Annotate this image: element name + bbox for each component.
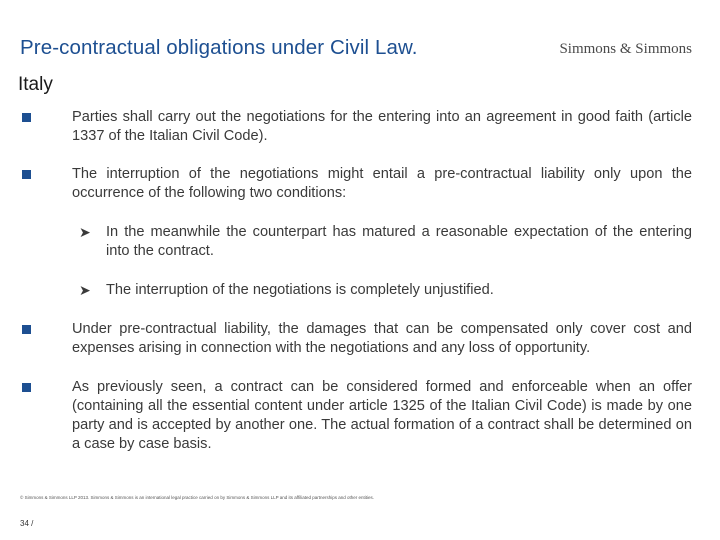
bullet-item bbox=[72, 108, 692, 146]
square-bullet-icon bbox=[22, 170, 31, 179]
square-bullet-icon bbox=[22, 325, 31, 334]
bullet-text: The interruption of the negotiations might entail a pre-contractual liability only upon the occurrence of the following two conditions: bbox=[72, 166, 692, 201]
bullet-item bbox=[72, 378, 692, 454]
sub-bullet-item bbox=[79, 223, 692, 261]
sub-bullet-text: In the meanwhile the counterpart has matured a reasonable expectation of the entering into the contract. bbox=[106, 224, 692, 259]
firm-logo: Simmons & Simmons bbox=[559, 41, 692, 57]
slide-subtitle: Italy bbox=[18, 74, 53, 95]
bullet-item bbox=[72, 320, 692, 358]
slide-body bbox=[0, 108, 720, 454]
bullet-text: As previously seen, a contract can be considered formed and enforceable when an offer (containing all the essential content under article 1325 of the Italian Civil Code) is made by one party and is accepted by another one. The actual formation of a contract shall be determined on a case by case basis. bbox=[72, 379, 692, 452]
legal-footer: © Simmons & Simmons LLP 2013. Simmons & Simmons is an international legal practice carried on by Simmons & Simmons LLP and its affiliated partnerships and other entities. bbox=[20, 495, 374, 500]
slide-title: Pre-contractual obligations under Civil Law. bbox=[20, 36, 418, 59]
page-number bbox=[20, 519, 33, 528]
square-bullet-icon bbox=[22, 113, 31, 122]
arrow-bullet-icon: ➤ bbox=[79, 282, 91, 298]
arrow-bullet-icon: ➤ bbox=[79, 224, 91, 240]
square-bullet-icon bbox=[22, 383, 31, 392]
sub-bullet-item bbox=[79, 281, 692, 300]
bullet-text: Under pre-contractual liability, the damages that can be compensated only cover cost and expenses arising in connection with the negotiations and any loss of opportunity. bbox=[72, 321, 692, 356]
page-number-value: 34 bbox=[20, 519, 29, 528]
page-number-separator: / bbox=[31, 519, 34, 528]
sub-bullet-text: The interruption of the negotiations is completely unjustified. bbox=[106, 282, 494, 298]
bullet-text: Parties shall carry out the negotiations for the entering into an agreement in good faith (article 1337 of the Italian Civil Code). bbox=[72, 109, 692, 144]
bullet-item bbox=[72, 165, 692, 203]
